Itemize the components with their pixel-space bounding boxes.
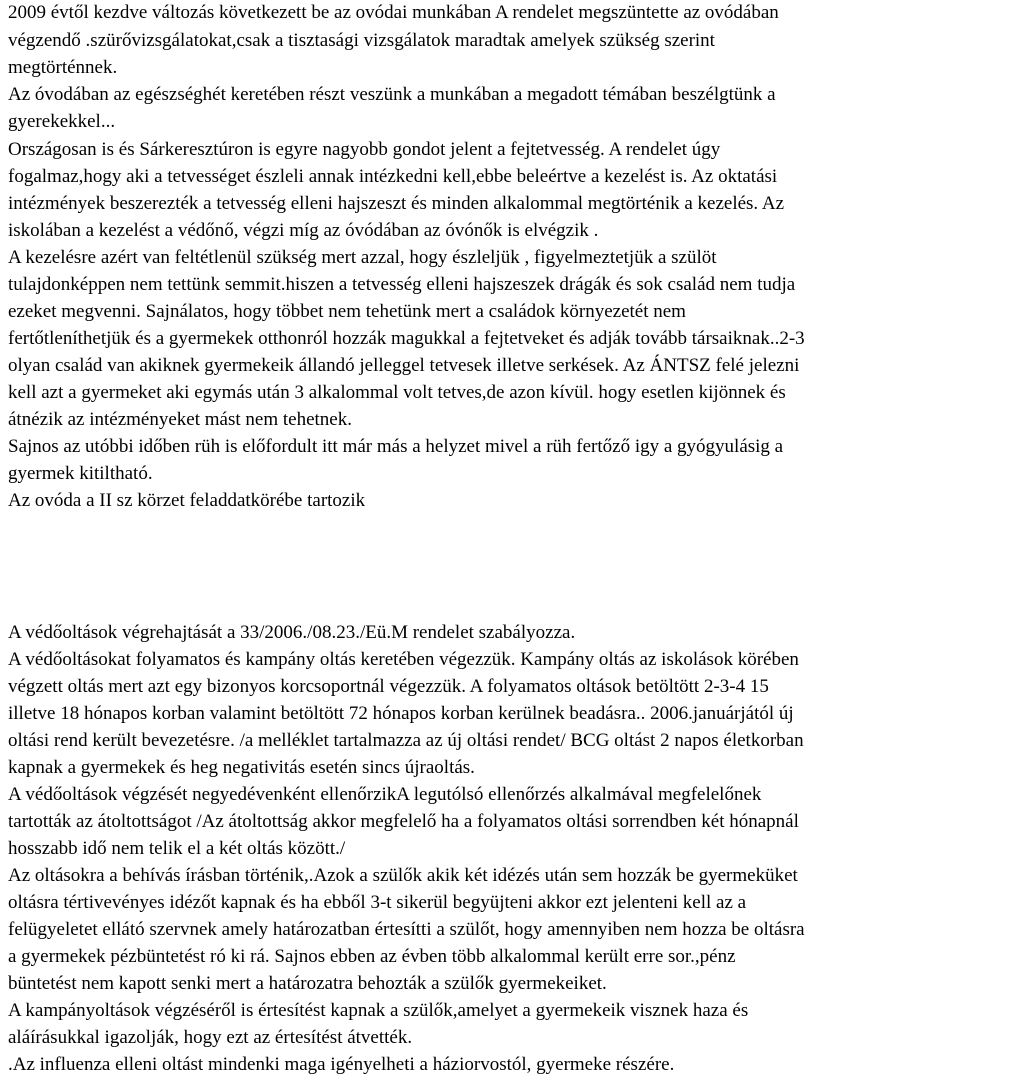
text-line: A kezelésre azért van feltétlenül szükség mert azzal, hogy észleljük , figyelmeztetjük a szülöt xyxy=(8,247,717,268)
text-line: Az óvodában az egészséghét keretében részt veszünk a munkában a megadott témában beszélgtünk a xyxy=(8,84,776,105)
text-line: ezeket megvenni. Sajnálatos, hogy többet nem tehetünk mert a családok környezetét nem xyxy=(8,301,686,322)
text-line: büntetést nem kapott senki mert a határozatra behozták a szülők gyermekeiket. xyxy=(8,973,607,994)
text-line: fogalmaz,hogy aki a tetvességet észleli annak intézkedni kell,ebbe beleértve a kezelést is. Az oktatási xyxy=(8,166,778,187)
text-line: olyan család van akiknek gyermekeik állandó jelleggel tetvesek illetve serkések. Az ÁNTSZ felé jelezni xyxy=(8,355,800,376)
text-line: A védőoltások végrehajtását a 33/2006./08.23./Eü.M rendelet szabályozza. xyxy=(8,622,576,643)
text-line: iskolában a kezelést a védőnő, végzi míg az óvódában az óvónők is elvégzik . xyxy=(8,220,599,241)
text-line: végzendő .szürővizsgálatokat,csak a tisztasági vizsgálatok maradtak amelyek szükség szerint xyxy=(8,30,715,51)
text-line: kapnak a gyermekek és heg negativitás esetén sincs újraoltás. xyxy=(8,757,475,778)
text-line: A védőoltások végzését negyedévenként ellenőrzikA legutólsó ellenőrzés alkalmával megfelelőnek xyxy=(8,784,762,805)
text-line: végzett oltás mert azt egy bizonyos korcsoportnál végezzük. A folyamatos oltások betöltött 2-3-4 15 xyxy=(8,676,769,697)
text-line: gyermek kitiltható. xyxy=(8,463,153,484)
text-line: illetve 18 hónapos korban valamint betöltött 72 hónapos korban kerülnek beadásra.. 2006.januárjától új xyxy=(8,703,794,724)
text-line: hosszabb idő nem telik el a két oltás között./ xyxy=(8,838,346,859)
text-line: gyerekekkel... xyxy=(8,111,116,132)
text-line: Országosan is és Sárkeresztúron is egyre nagyobb gondot jelent a fejtetvesség. A rendelet úgy xyxy=(8,139,721,160)
text-line: Sajnos az utóbbi időben rüh is előfordult itt már más a helyzet mivel a rüh fertőző igy a gyógyulásig a xyxy=(8,436,784,457)
text-line: fertőtleníthetjük és a gyermekek otthonról hozzák magukkal a fejtetveket és adják tovább társaiknak..2-3 xyxy=(8,328,805,349)
text-line: kell azt a gyermeket aki egymás után 3 alkalommal volt tetves,de azon kívül. hogy esetlen kijönnek és xyxy=(8,382,786,403)
text-line: tulajdonképpen nem tettünk semmit.hiszen a tetvesség elleni hajszeszek drágák és sok család nem tudja xyxy=(8,274,796,295)
text-line: megtörténnek. xyxy=(8,57,118,78)
text-line: A kampányoltások végzéséről is értesítést kapnak a szülők,amelyet a gyermekeik visznek haza és xyxy=(8,1000,749,1021)
text-line: oltásra tértivevényes idézőt kapnak és ha ebből 3-t sikerül begyüjteni akkor ezt jelenteni kell az a xyxy=(8,892,747,913)
text-line: aláírásukkal igazolják, hogy ezt az értesítést átvették. xyxy=(8,1027,413,1048)
text-line: átnézik az intézményeket mást nem tehetnek. xyxy=(8,409,352,430)
text-line: 2009 évtől kezdve változás következett be az ovódai munkában A rendelet megszüntette az ovódában xyxy=(8,2,779,23)
text-line: .Az influenza elleni oltást mindenki maga igényelheti a háziorvostól, gyermeke részére. xyxy=(8,1054,675,1075)
text-line: A védőoltásokat folyamatos és kampány oltás keretében végezzük. Kampány oltás az iskolások körében xyxy=(8,649,799,670)
text-line: Az ovóda a II sz körzet feladdatkörébe tartozik xyxy=(8,490,366,511)
text-line: felügyeletet ellátó szervnek amely határozatban értesítti a szülőt, hogy amennyiben nem hozza be oltásra xyxy=(8,919,805,940)
text-line: oltási rend került bevezetésre. /a melléklet tartalmazza az új oltási rendet/ BCG oltást 2 napos életkorban xyxy=(8,730,804,751)
text-line: intézmények beszerezték a tetvesség elleni hajszeszt és minden alkalommal megtörténik a kezelés. Az xyxy=(8,193,785,214)
text-line: a gyermekek pézbüntetést ró ki rá. Sajnos ebben az évben több alkalommal került erre sor.,pénz xyxy=(8,946,736,967)
text-line: tartották az átoltottságot /Az átoltottság akkor megfelelő ha a folyamatos oltási sorrendben két hónapnál xyxy=(8,811,799,832)
text-line: Az oltásokra a behívás írásban történik,.Azok a szülők akik két idézés után sem hozzák be gyermeküket xyxy=(8,865,798,886)
